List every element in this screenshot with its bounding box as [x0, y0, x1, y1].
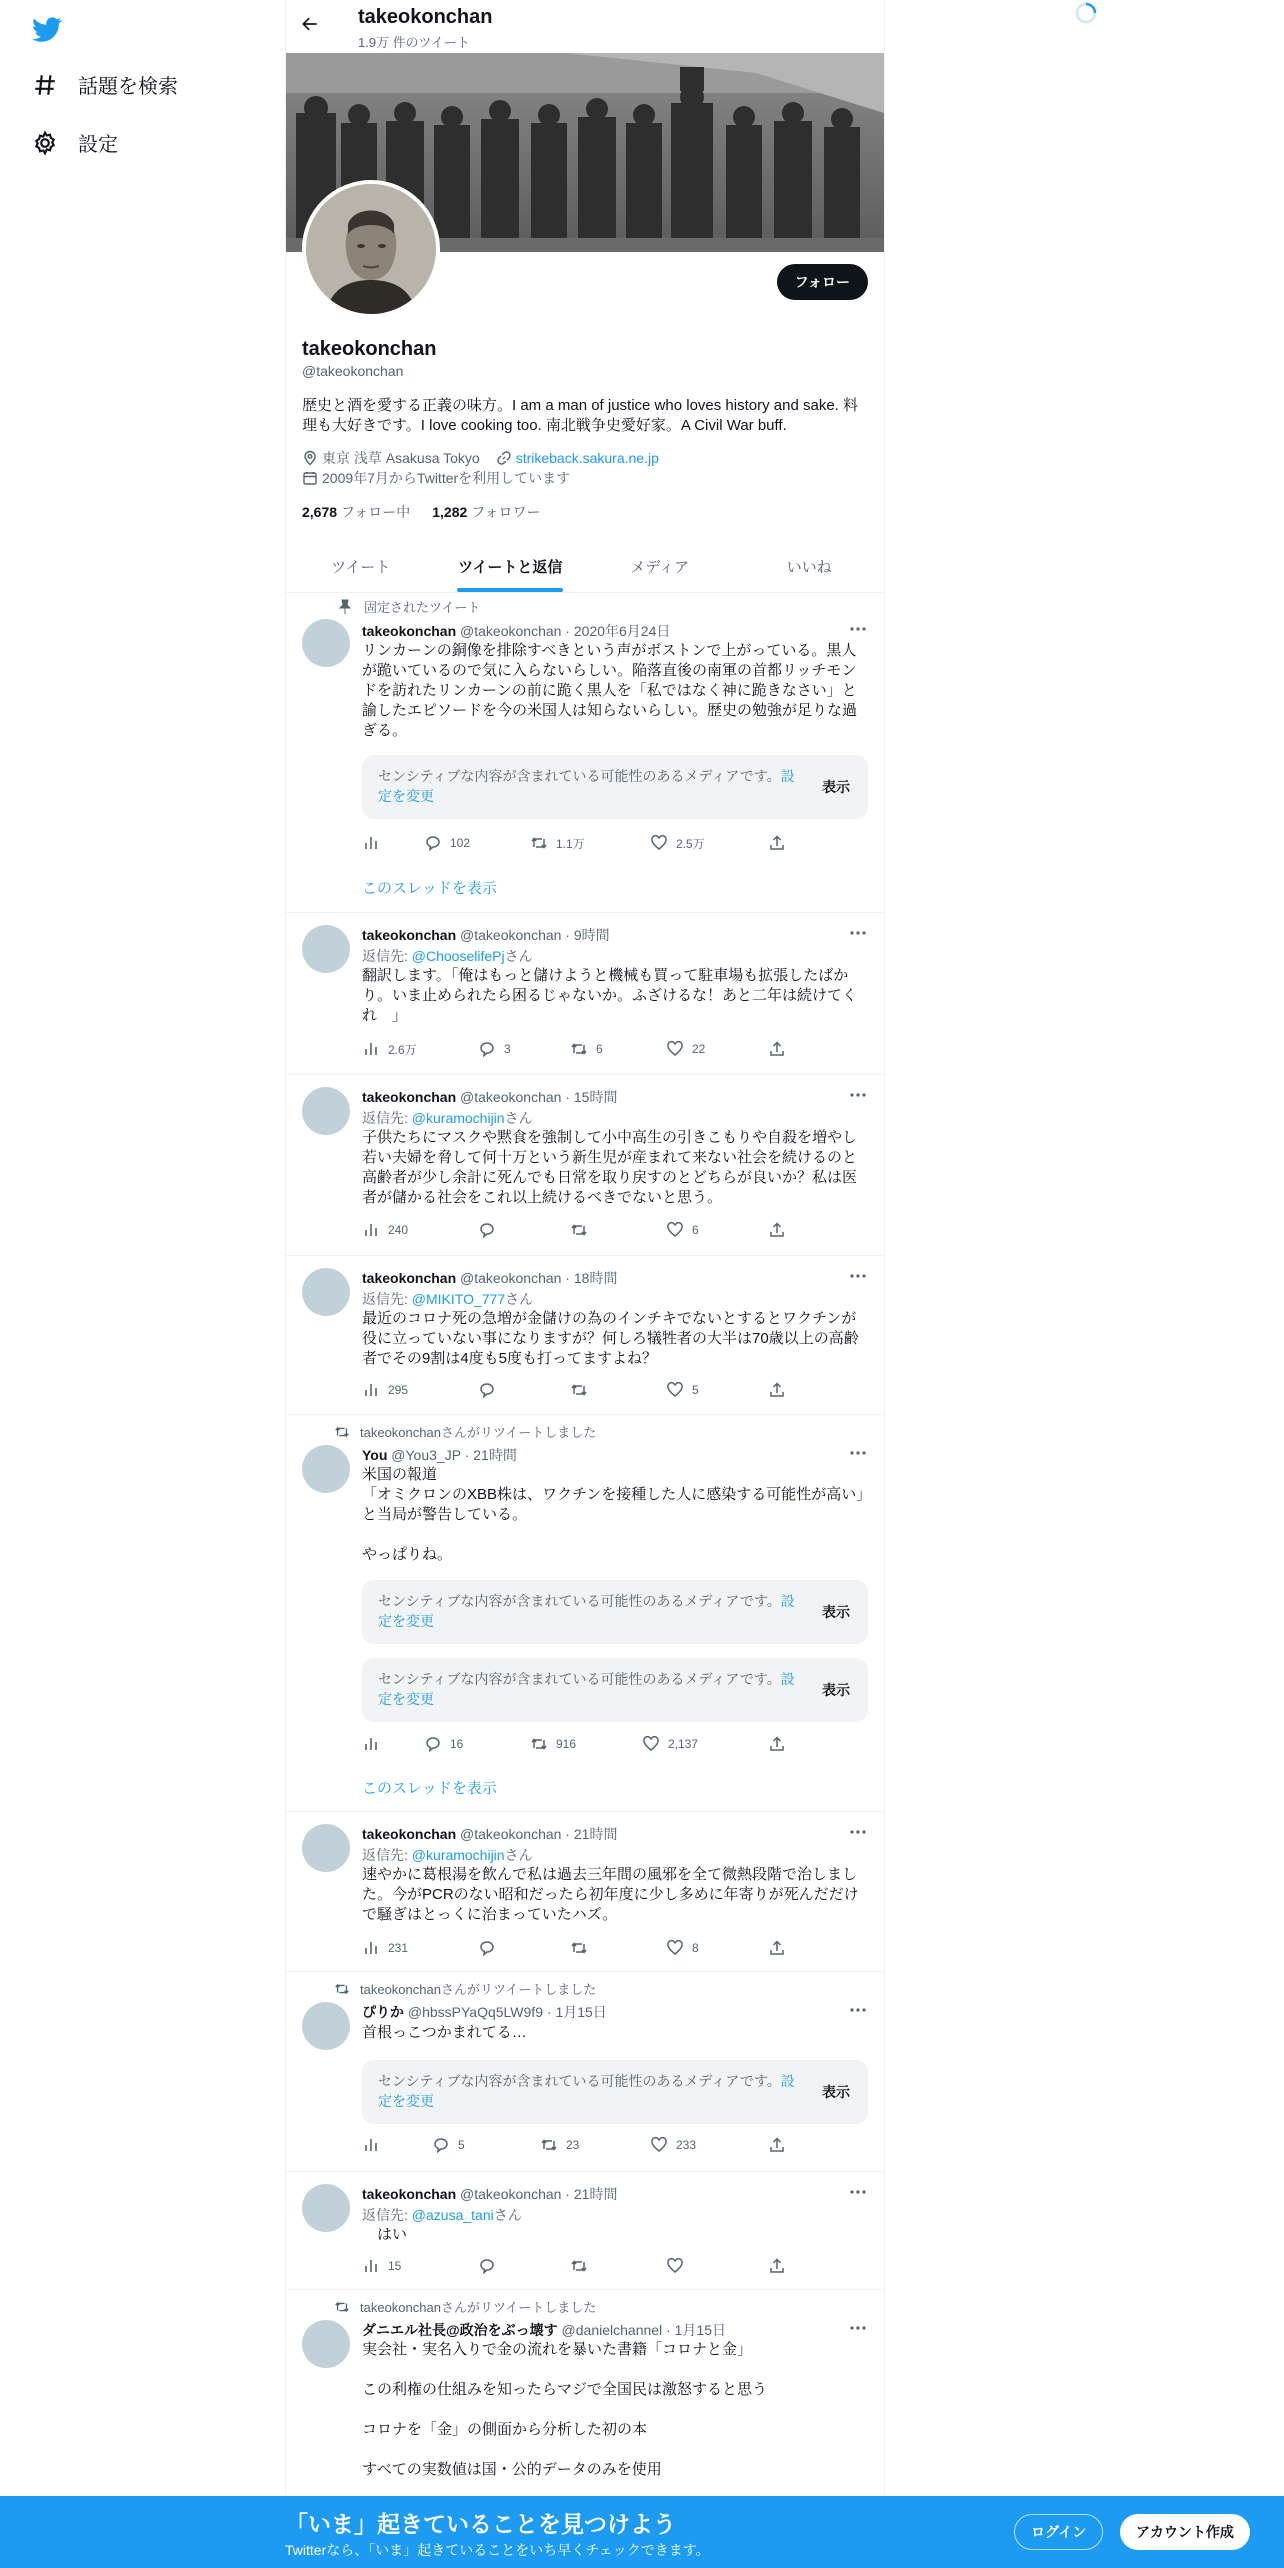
- more-icon[interactable]: [848, 923, 868, 943]
- like-count: 233: [676, 2138, 697, 2152]
- following-label: フォロー中: [340, 504, 411, 520]
- tweet-actions: [362, 1221, 802, 1241]
- heart-icon: [666, 1939, 684, 1957]
- reply-icon: [478, 1939, 496, 1957]
- views-count: 231: [388, 1941, 409, 1955]
- sensitive-message: センシティブな内容が含まれている可能性のあるメディアです。: [378, 768, 781, 784]
- reply-to-link[interactable]: @MIKITO_777: [411, 1291, 506, 1307]
- retweet-action[interactable]: [570, 2257, 596, 2275]
- follow-button[interactable]: フォロー: [777, 264, 868, 300]
- reply-prefix: 返信先:: [362, 1291, 412, 1307]
- reply-to-line: [362, 2205, 522, 2225]
- retweet-icon: [334, 1424, 350, 1440]
- reply-action[interactable]: [424, 1735, 463, 1753]
- context-label: 固定されたツイート: [364, 600, 481, 615]
- tweet-pinned[interactable]: [286, 593, 884, 913]
- tweet-actions: [362, 1939, 802, 1959]
- heart-icon: [650, 2136, 668, 2154]
- profile-location: 東京 浅草 Asakusa Tokyo: [322, 450, 480, 466]
- like-action[interactable]: [666, 1040, 705, 1058]
- avatar[interactable]: [302, 925, 350, 973]
- retweet-icon: [540, 2136, 558, 2154]
- author-handle[interactable]: @takeokonchan: [460, 2186, 562, 2202]
- following-link[interactable]: [302, 502, 410, 522]
- retweet-icon: [530, 1735, 548, 1753]
- hashtag-icon: [32, 72, 58, 98]
- tweet-text: 速やかに葛根湯を飲んで私は過去三年間の風邪を全て微熱段階で治しました。今がPCRのない昭和だったら初年度に少し多めに年寄りが死んだだけで騒ぎはとっくに治まっていたハズ。: [362, 1866, 859, 1923]
- show-thread-link[interactable]: このスレッドを表示: [362, 880, 497, 897]
- views-icon: [362, 1735, 380, 1753]
- show-media-button[interactable]: 表示: [822, 1604, 850, 1620]
- show-thread-link[interactable]: このスレッドを表示: [362, 1780, 497, 1797]
- like-action[interactable]: [666, 1939, 699, 1957]
- retweet-count: 916: [556, 1737, 577, 1751]
- share-icon: [768, 1221, 786, 1239]
- show-media-button[interactable]: 表示: [822, 2084, 850, 2100]
- avatar[interactable]: [302, 1824, 350, 1872]
- reply-to-line: [362, 1845, 533, 1865]
- share-action[interactable]: [768, 1040, 786, 1058]
- like-action[interactable]: [666, 1221, 699, 1239]
- reply-suffix: さん: [504, 1110, 533, 1126]
- profile-name: takeokonchan: [302, 338, 437, 360]
- profile-bio: 歴史と酒を愛する正義の味方。I am a man of justice who loves history and sake. 料理も大好きです。I love cooking too. 南北戦争史愛好家。A Civil War buff.: [302, 397, 858, 434]
- retweet-context: [334, 1979, 596, 1998]
- following-count: 2,678: [302, 504, 338, 520]
- tweet-time[interactable]: 21時間: [573, 2186, 618, 2202]
- retweet-icon: [570, 1040, 588, 1058]
- tweet-text: リンカーンの銅像を排除すべきという声がボストンで上がっている。黒人が跪いているので気に入らないらしい。陥落直後の南軍の首都リッチモンドを訪れたリンカーンの前に跪く黒人を「私ではなく神に跪きなさい」と諭したエピソードを今の米国人は知らないらしい。歴史の勉強が足りな過ぎる。: [362, 642, 858, 739]
- tweet-actions: [362, 1381, 802, 1401]
- like-count: 2,137: [668, 1737, 699, 1751]
- more-icon[interactable]: [848, 619, 868, 639]
- views-icon: [362, 1221, 380, 1239]
- heart-icon: [666, 2257, 684, 2275]
- reply-prefix: 返信先:: [362, 1847, 412, 1863]
- tweet-actions: [362, 1735, 802, 1755]
- tweet-time[interactable]: 15時間: [573, 1089, 618, 1105]
- tweet-text: 首根っこつかまれてる…: [362, 2024, 527, 2041]
- avatar[interactable]: [302, 2184, 350, 2232]
- profile-joined-row: [302, 468, 570, 488]
- banner-title: 「いま」起きていることを見つけよう: [285, 2511, 676, 2537]
- heart-icon: [642, 1735, 660, 1753]
- change-settings-link[interactable]: 設定を変更: [378, 2073, 795, 2109]
- tweet-text: 米国の報道 「オミクロンのXBB株は、ワクチンを接種した人に感染する可能性が高い」と当局が警告している。 やっぱりね。: [362, 1466, 864, 1563]
- more-icon[interactable]: [848, 1266, 868, 1286]
- reply-count: 16: [450, 1737, 464, 1751]
- author-name[interactable]: ダニエル社長@政治をぶっ壊す: [362, 2322, 558, 2338]
- share-icon: [768, 1735, 786, 1753]
- retweet-context: [334, 1422, 596, 1441]
- views-action[interactable]: [362, 2136, 388, 2154]
- avatar[interactable]: [302, 619, 350, 667]
- twitter-logo-icon[interactable]: [32, 14, 62, 44]
- sensitive-text: [378, 1591, 798, 1631]
- reply-suffix: さん: [504, 1847, 533, 1863]
- share-action[interactable]: [768, 834, 786, 852]
- followers-link[interactable]: [432, 502, 540, 522]
- context-label: takeokonchanさんがリツイートしました: [360, 1425, 597, 1440]
- tweet-time[interactable]: 21時間: [573, 1826, 618, 1842]
- signup-button[interactable]: アカウント作成: [1120, 2514, 1250, 2550]
- views-action[interactable]: [362, 1040, 417, 1058]
- more-icon[interactable]: [848, 2182, 868, 2202]
- views-icon: [362, 1040, 380, 1058]
- tweet-header: ダニエル社長@政治をぶっ壊す @danielchannel · 1月15日: [362, 2322, 726, 2338]
- retweet-icon: [530, 834, 548, 852]
- gear-icon: [32, 130, 58, 156]
- calendar-icon: [302, 470, 318, 486]
- tweet-text: はい: [362, 2226, 408, 2243]
- nav-explore[interactable]: [32, 70, 178, 99]
- pinned-context: [334, 597, 480, 616]
- views-action[interactable]: [362, 1939, 408, 1957]
- views-icon: [362, 1381, 380, 1399]
- tweet-header: takeokonchan @takeokonchan · 2020年6月24日: [362, 623, 671, 639]
- reply-icon: [424, 834, 442, 852]
- tweet-time[interactable]: 2020年6月24日: [573, 623, 671, 639]
- views-action[interactable]: [362, 1221, 408, 1239]
- tab-likes[interactable]: いいね: [786, 558, 832, 576]
- signup-banner: [0, 2496, 1284, 2568]
- profile-avatar[interactable]: [302, 180, 440, 318]
- tweet-retweeted[interactable]: [286, 1972, 884, 2172]
- reply-action[interactable]: [478, 1381, 504, 1399]
- tab-media[interactable]: メディア: [630, 558, 690, 576]
- profile-meta-row: [302, 448, 659, 468]
- like-action[interactable]: [650, 2136, 696, 2154]
- nav-settings[interactable]: [32, 128, 118, 157]
- tweet-item[interactable]: [286, 913, 884, 1075]
- author-handle[interactable]: @takeokonchan: [460, 1270, 562, 1286]
- change-settings-link[interactable]: 設定を変更: [378, 768, 795, 804]
- reply-action[interactable]: [478, 2257, 504, 2275]
- tweet-time[interactable]: 1月15日: [674, 2322, 726, 2338]
- sensitive-message: センシティブな内容が含まれている可能性のあるメディアです。: [378, 1671, 781, 1687]
- retweet-icon: [570, 1939, 588, 1957]
- heart-icon: [666, 1221, 684, 1239]
- login-button[interactable]: ログイン: [1014, 2514, 1103, 2550]
- views-action[interactable]: [362, 1735, 388, 1753]
- retweet-action[interactable]: [570, 1221, 596, 1239]
- share-action[interactable]: [768, 1381, 786, 1399]
- like-count: 8: [692, 1941, 699, 1955]
- reply-to-line: [362, 1108, 533, 1128]
- followers-count: 1,282: [432, 504, 468, 520]
- more-icon[interactable]: [848, 2318, 868, 2338]
- tab-tweets-and-replies[interactable]: ツイートと返信: [436, 540, 586, 592]
- tweet-header: takeokonchan @takeokonchan · 15時間: [362, 1089, 618, 1105]
- tweet-actions: [362, 1040, 802, 1060]
- profile-tabs: [286, 540, 884, 593]
- tweet-time[interactable]: 1月15日: [555, 2004, 607, 2020]
- author-name[interactable]: You: [362, 1447, 388, 1463]
- sensitive-message: センシティブな内容が含まれている可能性のあるメディアです。: [378, 1593, 781, 1609]
- location-pin-icon: [302, 450, 318, 466]
- reply-action[interactable]: [478, 1939, 504, 1957]
- heart-icon: [666, 1040, 684, 1058]
- views-count: 240: [388, 1223, 409, 1237]
- reply-suffix: さん: [505, 1291, 534, 1307]
- reply-to-link[interactable]: @kuramochijin: [411, 1110, 505, 1126]
- timeline-column: [285, 0, 885, 2568]
- retweet-action[interactable]: [570, 1381, 596, 1399]
- tweet-actions: [362, 2257, 802, 2277]
- author-name[interactable]: takeokonchan: [362, 1270, 457, 1286]
- reply-to-line: [362, 1289, 533, 1309]
- retweet-count: 23: [566, 2138, 580, 2152]
- reply-icon: [478, 2257, 496, 2275]
- author-name[interactable]: ぴりか: [362, 2004, 404, 2020]
- more-icon[interactable]: [848, 1822, 868, 1842]
- share-action[interactable]: [768, 2257, 786, 2275]
- back-arrow-icon[interactable]: [300, 14, 324, 38]
- like-count: 22: [692, 1042, 706, 1056]
- tweet-actions: [362, 834, 802, 854]
- author-handle[interactable]: @takeokonchan: [460, 927, 562, 943]
- header-title: takeokonchan: [358, 6, 493, 28]
- views-action[interactable]: [362, 2257, 401, 2275]
- show-media-button[interactable]: 表示: [822, 779, 850, 795]
- views-count: 15: [388, 2259, 402, 2273]
- sensitive-text: [378, 1669, 798, 1709]
- reply-count: 102: [450, 836, 471, 850]
- share-action[interactable]: [768, 1939, 786, 1957]
- profile-website-link[interactable]: strikeback.sakura.ne.jp: [515, 450, 659, 466]
- change-settings-link[interactable]: 設定を変更: [378, 1593, 795, 1629]
- retweet-count: 1.1万: [556, 836, 585, 851]
- tweet-header: You @You3_JP · 21時間: [362, 1447, 517, 1463]
- reply-to-link[interactable]: @azusa_tani: [411, 2207, 494, 2223]
- loading-spinner-icon: [1075, 2, 1097, 24]
- retweet-icon: [334, 2299, 350, 2315]
- author-handle[interactable]: @takeokonchan: [460, 1826, 562, 1842]
- avatar[interactable]: [302, 1087, 350, 1135]
- sensitive-media-notice: [362, 1658, 868, 1722]
- reply-suffix: さん: [493, 2207, 522, 2223]
- share-action[interactable]: [768, 1221, 786, 1239]
- tweet-text: 実会社・実名入りで金の流れを暴いた書籍「コロナと金」 この利権の仕組みを知ったらマジで全国民は激怒すると思う コロナを「金」の側面から分析した初の本 すべての実数値は国・公的データのみを使用: [362, 2341, 768, 2478]
- more-icon[interactable]: [848, 2000, 868, 2020]
- tweet-header: ぴりか @hbssPYaQq5LW9f9 · 1月15日: [362, 2004, 607, 2020]
- reply-action[interactable]: [432, 2136, 465, 2154]
- like-count: 6: [692, 1223, 699, 1237]
- reply-icon: [424, 1735, 442, 1753]
- author-name[interactable]: takeokonchan: [362, 1089, 457, 1105]
- author-name[interactable]: takeokonchan: [362, 1826, 457, 1842]
- share-action[interactable]: [768, 2136, 786, 2154]
- retweet-action[interactable]: [570, 1040, 603, 1058]
- header-tweet-count: 1.9万 件のツイート: [358, 35, 470, 50]
- author-name[interactable]: takeokonchan: [362, 623, 457, 639]
- tweet-item[interactable]: [286, 1075, 884, 1256]
- reply-prefix: 返信先:: [362, 948, 412, 964]
- context-label: takeokonchanさんがリツイートしました: [360, 1982, 597, 1997]
- like-action[interactable]: [666, 1381, 699, 1399]
- pin-icon: [339, 599, 351, 615]
- share-action[interactable]: [768, 1735, 786, 1753]
- like-action[interactable]: [642, 1735, 698, 1753]
- heart-icon: [666, 1381, 684, 1399]
- share-icon: [768, 834, 786, 852]
- reply-icon: [478, 1040, 496, 1058]
- tweet-text: 翻訳します。「俺はもっと儲けようと機械も買って駐車場も拡張したばかり。いま止められたら困るじゃないか。ふざけるな！あと二年は続けてくれ 」: [362, 967, 858, 1024]
- reply-prefix: 返信先:: [362, 1110, 412, 1126]
- retweet-icon: [570, 2257, 588, 2275]
- reply-icon: [478, 1221, 496, 1239]
- views-icon: [362, 2136, 380, 2154]
- tab-tweets[interactable]: ツイート: [331, 558, 391, 576]
- reply-count: 3: [504, 1042, 511, 1056]
- like-action[interactable]: [666, 2257, 692, 2275]
- profile-joined: 2009年7月からTwitterを利用しています: [322, 470, 571, 486]
- context-label: takeokonchanさんがリツイートしました: [360, 2300, 597, 2315]
- like-count: 2.5万: [676, 836, 705, 851]
- tweet-header: takeokonchan @takeokonchan · 21時間: [362, 1826, 618, 1842]
- tweet-header: takeokonchan @takeokonchan · 18時間: [362, 1270, 618, 1286]
- heart-icon: [650, 834, 668, 852]
- tweet-time[interactable]: 18時間: [573, 1270, 618, 1286]
- sensitive-text: [378, 766, 798, 806]
- tweet-header: takeokonchan @takeokonchan · 21時間: [362, 2186, 618, 2202]
- more-icon[interactable]: [848, 1085, 868, 1105]
- author-handle[interactable]: @You3_JP: [391, 1447, 461, 1463]
- views-count: 295: [388, 1383, 409, 1397]
- author-handle[interactable]: @takeokonchan: [460, 1089, 562, 1105]
- author-handle[interactable]: @hbssPYaQq5LW9f9: [407, 2004, 543, 2020]
- show-media-button[interactable]: 表示: [822, 1682, 850, 1698]
- share-icon: [768, 1040, 786, 1058]
- tweet-text: 子供たちにマスクや黙食を強制して小中高生の引きこもりや自殺を増やし若い夫婦を脅して何十万という新生児が産まれて来ない社会を続けるのと高齢者が少し余計に死んでも日常を取り戻すのとどちらが良いか？私は医者が儲かる社会をこれ以上続けるべきでないと思う。: [362, 1129, 858, 1206]
- author-name[interactable]: takeokonchan: [362, 927, 457, 943]
- avatar[interactable]: [302, 2320, 350, 2368]
- more-icon[interactable]: [848, 1443, 868, 1463]
- views-action[interactable]: [362, 834, 388, 852]
- sensitive-media-notice: [362, 1580, 868, 1644]
- avatar[interactable]: [302, 1445, 350, 1493]
- sensitive-media-notice: [362, 755, 868, 819]
- author-handle[interactable]: @takeokonchan: [460, 623, 562, 639]
- followers-label: フォロワー: [471, 504, 541, 520]
- tweet-actions: [362, 2136, 802, 2156]
- tweet-text: 最近のコロナ死の急増が金儲けの為のインチキでないとするとワクチンが役に立っていない事になりますが？何しろ犠牲者の大半は70歳以上の高齢者でその9割は4度も5度も打ってますよね？: [362, 1310, 859, 1367]
- views-icon: [362, 1939, 380, 1957]
- reply-prefix: 返信先:: [362, 2207, 412, 2223]
- tweet-item[interactable]: [286, 1256, 884, 1415]
- profile-handle: @takeokonchan: [302, 363, 404, 379]
- views-icon: [362, 2257, 380, 2275]
- share-icon: [768, 1939, 786, 1957]
- reply-to-link[interactable]: @ChooselifePj: [411, 948, 505, 964]
- share-icon: [768, 1381, 786, 1399]
- reply-icon: [432, 2136, 450, 2154]
- reply-action[interactable]: [424, 834, 470, 852]
- retweet-icon: [570, 1221, 588, 1239]
- avatar[interactable]: [302, 2002, 350, 2050]
- reply-action[interactable]: [478, 1040, 511, 1058]
- retweet-action[interactable]: [540, 2136, 579, 2154]
- author-handle[interactable]: @danielchannel: [561, 2322, 663, 2338]
- avatar[interactable]: [302, 1268, 350, 1316]
- like-action[interactable]: [650, 834, 705, 852]
- retweet-action[interactable]: [570, 1939, 596, 1957]
- tweet-item[interactable]: [286, 2172, 884, 2290]
- tweet-header: takeokonchan @takeokonchan · 9時間: [362, 927, 610, 943]
- reply-action[interactable]: [478, 1221, 504, 1239]
- retweet-icon: [570, 1381, 588, 1399]
- sensitive-text: [378, 2071, 798, 2111]
- retweet-icon: [334, 1981, 350, 1997]
- sensitive-media-notice: [362, 2060, 868, 2124]
- tweet-retweeted[interactable]: [286, 1415, 884, 1812]
- like-count: 5: [692, 1383, 699, 1397]
- share-icon: [768, 2136, 786, 2154]
- change-settings-link[interactable]: 設定を変更: [378, 1671, 795, 1707]
- tweet-item[interactable]: [286, 1812, 884, 1972]
- reply-icon: [478, 1381, 496, 1399]
- share-icon: [768, 2257, 786, 2275]
- banner-subtitle: Twitterなら、「いま」起きていることをいち早くチェックできます。: [285, 2542, 710, 2558]
- retweet-action[interactable]: [530, 1735, 576, 1753]
- follow-counts: [302, 502, 541, 522]
- sensitive-message: センシティブな内容が含まれている可能性のあるメディアです。: [378, 2073, 781, 2089]
- views-icon: [362, 834, 380, 852]
- nav-settings-label: 設定: [78, 134, 118, 156]
- tweet-time[interactable]: 21時間: [473, 1447, 517, 1463]
- link-icon: [496, 450, 512, 466]
- views-action[interactable]: [362, 1381, 408, 1399]
- author-name[interactable]: takeokonchan: [362, 2186, 457, 2202]
- retweet-context: [334, 2297, 596, 2316]
- profile-header: [286, 0, 884, 53]
- reply-to-line: [362, 946, 533, 966]
- tweet-time[interactable]: 9時間: [573, 927, 610, 943]
- reply-to-link[interactable]: @kuramochijin: [411, 1847, 505, 1863]
- nav-explore-label: 話題を検索: [78, 76, 178, 98]
- retweet-action[interactable]: [530, 834, 585, 852]
- reply-count: 5: [458, 2138, 465, 2152]
- views-count: 2.6万: [388, 1042, 417, 1057]
- reply-suffix: さん: [504, 948, 533, 964]
- retweet-count: 6: [596, 1042, 603, 1056]
